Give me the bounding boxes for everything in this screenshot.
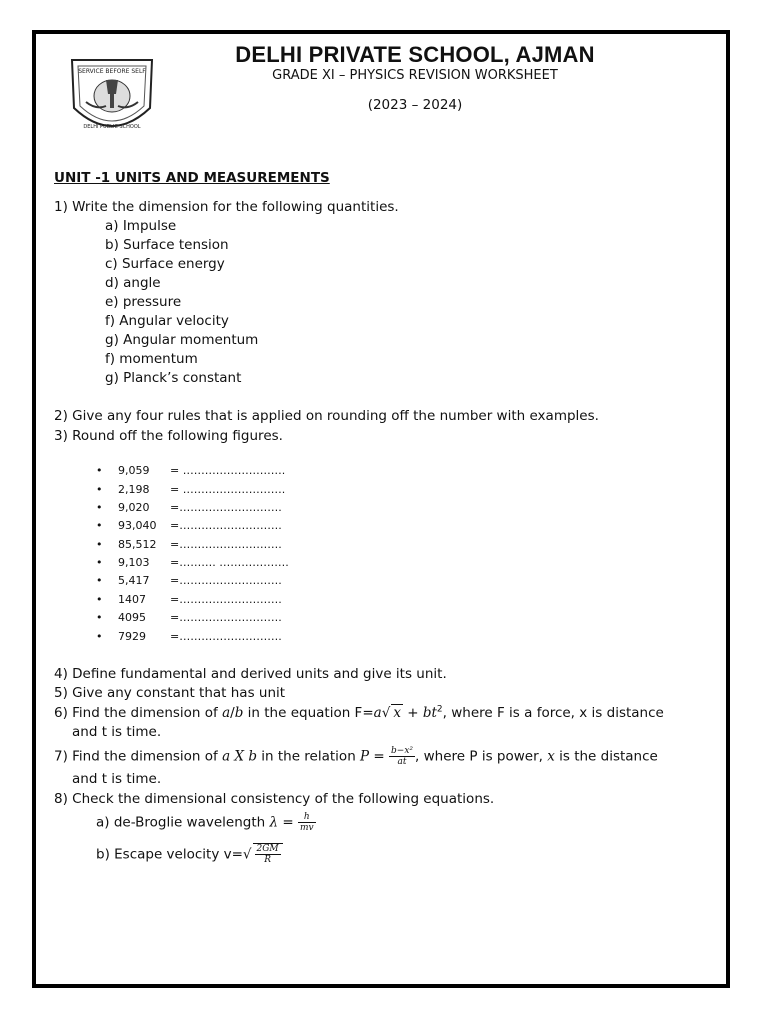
question-5: 5) Give any constant that has unit [54, 685, 286, 701]
round-off-item: • 85,512 =………………………. [96, 538, 282, 551]
question-4: 4) Define fundamental and derived units and give its unit. [54, 666, 447, 682]
question-8b: b) Escape velocity v=√ $\frac{2GM}{R}$ [96, 843, 283, 865]
q1-item: b) Surface tension [105, 237, 229, 253]
round-off-item: • 4095 =………………………. [96, 611, 282, 624]
question-6: 6) Find the dimension of a/b in the equation F=a√ $x + bt^2$, where F is a force, x is distance [54, 704, 664, 721]
round-off-item: • 5,417 =………………………. [96, 574, 282, 587]
q1-item: c) Surface energy [105, 256, 225, 272]
round-off-item: • 93,040 =………………………. [96, 519, 282, 532]
question-6-cont: and t is time. [72, 724, 162, 740]
round-off-item: • 9,020 =………………………. [96, 501, 282, 514]
round-off-item: • 1407 =………………………. [96, 593, 282, 606]
school-crest-logo [62, 48, 162, 146]
svg-text:SERVICE BEFORE SELF: SERVICE BEFORE SELF [78, 68, 146, 75]
question-3: 3) Round off the following figures. [54, 428, 283, 444]
school-name: DELHI PRIVATE SCHOOL, AJMAN [235, 42, 595, 67]
round-off-item: • 7929 =………………………. [96, 630, 282, 643]
q1-item: f) momentum [105, 351, 198, 367]
question-7: 7) Find the dimension of a X b in the relation P = $\frac{\text{b−x²}}{at}$ , where P is power, x is the distance [54, 746, 658, 767]
unit-heading: UNIT -1 UNITS AND MEASUREMENTS [54, 170, 330, 186]
q1-item: e) pressure [105, 294, 182, 310]
q1-item: g) Planck’s constant [105, 370, 242, 386]
round-off-item: • 9,059 = ………………………. [96, 464, 286, 477]
q1-item: a) Impulse [105, 218, 177, 234]
question-1: 1) Write the dimension for the following quantities. [54, 199, 399, 215]
round-off-item: • 9,103 =………. ………………. [96, 556, 289, 569]
svg-text:DELHI PUBLIC SCHOOL: DELHI PUBLIC SCHOOL [83, 124, 141, 130]
round-off-item: • 2,198 = ………………………. [96, 483, 286, 496]
question-7-cont: and t is time. [72, 771, 162, 787]
q1-item: d) angle [105, 275, 161, 291]
question-8a: a) de-Broglie wavelength λ = $\frac{h}{mv}$ [96, 812, 314, 833]
worksheet-title: GRADE XI – PHYSICS REVISION WORKSHEET [272, 68, 558, 83]
q1-item: g) Angular momentum [105, 332, 259, 348]
question-2: 2) Give any four rules that is applied on rounding off the number with examples. [54, 408, 599, 424]
academic-year: (2023 – 2024) [367, 97, 463, 113]
q1-item: f) Angular velocity [105, 313, 229, 329]
question-8: 8) Check the dimensional consistency of the following equations. [54, 791, 495, 807]
